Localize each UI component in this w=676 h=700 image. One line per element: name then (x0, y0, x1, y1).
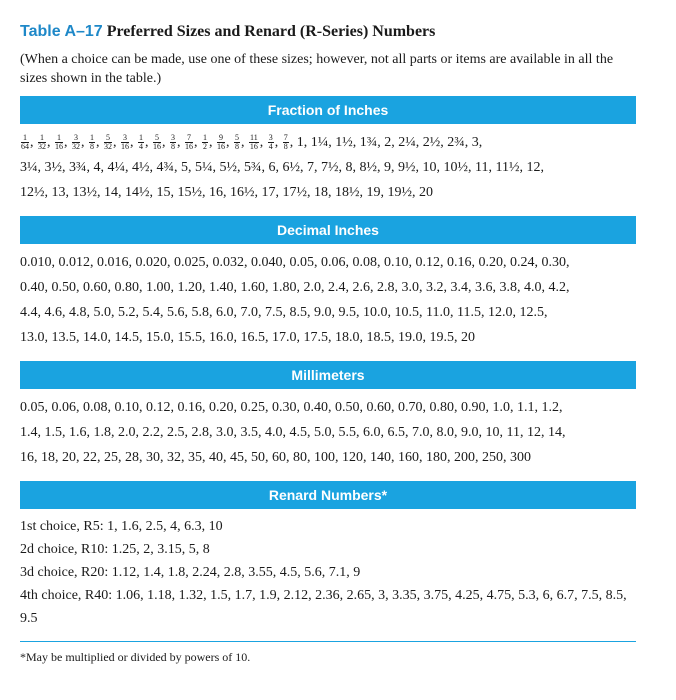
fraction-line-2: 3¼, 3½, 3¾, 4, 4¼, 4½, 4¾, 5, 5¼, 5½, 5¾, 6, 6½, 7, 7½, 8, 8½, 9, 9½, 10, 10½, 11, 11½, 12, (20, 160, 544, 175)
footnote-divider (20, 641, 636, 642)
fraction-item: $\frac{1}{2}$ (203, 133, 207, 152)
section-body-millimeters (20, 389, 636, 473)
fraction-line-1-rest: 1, 1¼, 1½, 1¾, 2, 2¼, 2½, 2¾, 3, (296, 135, 483, 150)
fraction-item: $\frac{3}{8}$ (171, 133, 175, 152)
fraction-item: $\frac{5}{32}$ (104, 133, 112, 152)
fraction-item: $\frac{1}{4}$ (139, 133, 143, 152)
footnote: *May be multiplied or divided by powers of 10. (20, 650, 251, 664)
fraction-small-list: $\frac{1}{64}$ , $\frac{1}{32}$ , $\frac{1}{16}$ , $\frac{3}{32}$ , $\frac{1}{8}$ , $\frac{5}{32}$ , $\frac{3}{16}$ , $\frac{1}{4}$ , $\frac{5}{16}$ , $\frac{3}{8}$ , $\frac{7}{16}$ , $\frac{1}{2}$ , $\frac{9}{16}$ , $\frac{5}{8}$ , $\frac{11}{16}$ , $\frac{3}{4}$ , $\frac{7}{8}$ , (21, 133, 297, 152)
section-body-renard (20, 509, 636, 633)
section-header-decimal: Decimal Inches (20, 216, 636, 244)
fraction-line-3: 12½, 13, 13½, 14, 14½, 15, 15½, 16, 16½, 17, 17½, 18, 18½, 19, 19½, 20 (20, 185, 433, 200)
decimal-line-3: 4.4, 4.6, 4.8, 5.0, 5.2, 5.4, 5.6, 5.8, 6.0, 7.0, 7.5, 8.5, 9.0, 9.5, 10.0, 10.5, 11.0, 11.5, 12.0, 12.5, (20, 305, 548, 320)
fraction-item: $\frac{1}{32}$ (38, 133, 46, 152)
table-intro: (When a choice can be made, use one of these sizes; however, not all parts or items are available in all the sizes shown in the table.) (20, 52, 614, 86)
fraction-item: $\frac{5}{16}$ (153, 133, 161, 152)
section-body-decimal (20, 244, 636, 353)
fraction-item: $\frac{1}{8}$ (90, 133, 94, 152)
decimal-line-2: 0.40, 0.50, 0.60, 0.80, 1.00, 1.20, 1.40, 1.60, 1.80, 2.0, 2.4, 2.6, 2.8, 3.0, 3.2, 3.4, 3.6, 3.8, 4.0, 4.2, (20, 280, 570, 295)
fraction-item: $\frac{3}{32}$ (72, 133, 80, 152)
section-body-fraction (20, 124, 636, 208)
table-title (20, 20, 636, 44)
fraction-line-1 (20, 130, 636, 155)
preferred-sizes-table (20, 20, 636, 666)
fraction-item: $\frac{11}{16}$ (249, 133, 258, 152)
fraction-item: $\frac{9}{16}$ (217, 133, 225, 152)
fraction-item: $\frac{1}{64}$ (21, 133, 29, 152)
renard-second-choice: 2d choice, R10: 1.25, 2, 3.15, 5, 8 (20, 542, 210, 557)
renard-third-choice: 3d choice, R20: 1.12, 1.4, 1.8, 2.24, 2.8, 3.55, 4.5, 5.6, 7.1, 9 (20, 565, 361, 580)
section-header-renard: Renard Numbers* (20, 481, 636, 509)
millimeters-line-2: 1.4, 1.5, 1.6, 1.8, 2.0, 2.2, 2.5, 2.8, 3.0, 3.5, 4.0, 4.5, 5.0, 5.5, 6.0, 6.5, 7.0, 8.0, 9.0, 10, 11, 12, 14, (20, 425, 566, 440)
millimeters-line-3: 16, 18, 20, 22, 25, 28, 30, 32, 35, 40, 45, 50, 60, 80, 100, 120, 140, 160, 180, 200, 250, 300 (20, 450, 531, 465)
fraction-item: $\frac{5}{8}$ (235, 133, 239, 152)
fraction-item: $\frac{1}{16}$ (55, 133, 63, 152)
fraction-item: $\frac{3}{4}$ (268, 133, 273, 152)
fraction-item: $\frac{3}{16}$ (121, 133, 129, 152)
fraction-item: $\frac{7}{8}$ (283, 133, 288, 152)
section-header-fraction: Fraction of Inches (20, 96, 636, 124)
table-number: Table A–17 (20, 23, 103, 40)
fraction-item: $\frac{7}{16}$ (185, 133, 193, 152)
table-title-text: Preferred Sizes and Renard (R-Series) Numbers (106, 23, 436, 40)
renard-fourth-choice: 4th choice, R40: 1.06, 1.18, 1.32, 1.5, 1.7, 1.9, 2.12, 2.36, 2.65, 3, 3.35, 3.75, 4.25, 4.75, 5.3, 6, 6.7, 7.5, 8.5, 9.5 (20, 588, 627, 626)
decimal-line-1: 0.010, 0.012, 0.016, 0.020, 0.025, 0.032, 0.040, 0.05, 0.06, 0.08, 0.10, 0.12, 0.16, 0.20, 0.24, 0.30, (20, 255, 570, 270)
section-header-millimeters: Millimeters (20, 361, 636, 389)
renard-first-choice: 1st choice, R5: 1, 1.6, 2.5, 4, 6.3, 10 (20, 519, 223, 534)
decimal-line-4: 13.0, 13.5, 14.0, 14.5, 15.0, 15.5, 16.0, 16.5, 17.0, 17.5, 18.0, 18.5, 19.0, 19.5, 20 (20, 330, 475, 345)
millimeters-line-1: 0.05, 0.06, 0.08, 0.10, 0.12, 0.16, 0.20, 0.25, 0.30, 0.40, 0.50, 0.60, 0.70, 0.80, 0.90, 1.0, 1.1, 1.2, (20, 400, 563, 415)
